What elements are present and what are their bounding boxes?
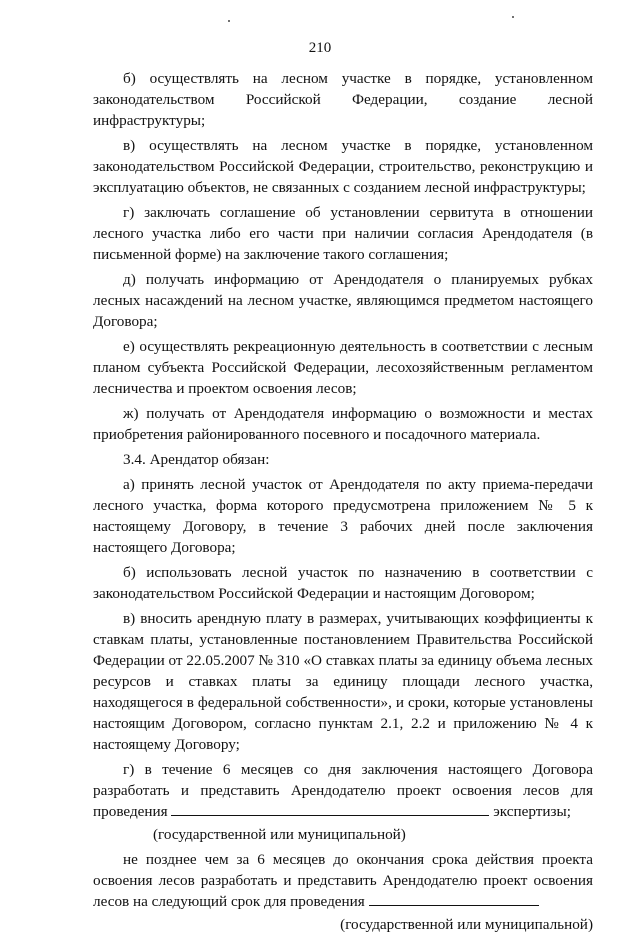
clause-next-text: не позднее чем за 6 месяцев до окончания срока действия проекта освоения лесов разработать и представить Арендодателю проект освоения лесов на следующий срок для проведения [93,851,593,910]
blank-caption: (государственной или муниципальной) [340,916,593,933]
scan-speck [512,16,514,18]
page-number: 210 [308,40,332,56]
clause-g-tail: экспертизы; [493,803,571,820]
clause-line: б) осуществлять на лесном участке в порядке, установленном [123,70,593,87]
clause-g-forest-project [93,759,593,822]
clause-e-recreation: е) осуществлять рекреационную деятельность в соответствии с лесным планом субъекта Российской Федерации, лесохозяйственным регламентом лесничества и проектом освоения лесов; [93,338,593,397]
clause-a-accept-plot: а) принять лесной участок от Арендодателя по акту приема-передачи лесного участка, форма которого предусмотрена приложением № 5 к настоящему Договору, в течение 3 рабочих дней после заключения настоящего Договора; [93,476,593,556]
blank-caption: (государственной или муниципальной) [153,826,406,843]
fill-in-blank [171,815,489,816]
clause-line: инфраструктуры; [93,112,206,129]
document-body [93,68,593,939]
clause-g-text: г) в течение 6 месяцев со дня заключения настоящего Договора разработать и представить Арендодателю проект освоения лесов для проведения [93,761,593,820]
clause-d-logging-info: д) получать информацию от Арендодателя о планируемых рубках лесных насаждений на лесном участке, являющимся предметом настоящего Договора; [93,271,593,330]
clause-v-construction: в) осуществлять на лесном участке в порядке, установленном законодательством Российской Федерации, строительство, реконструкцию и эксплуатацию объектов, не связанных с созданием лесной инфраструктуры; [93,137,593,196]
clause-b-infrastructure [93,68,593,131]
clause-line: законодательством Российской Федерации, создание лесной [93,91,593,108]
section-3-4-heading: 3.4. Арендатор обязан: [123,451,270,468]
clause-b-use-plot: б) использовать лесной участок по назначению в соответствии с законодательством Российской Федерации и настоящим Договором; [93,564,593,602]
clause-next-term-project [93,849,593,912]
fill-in-blank [369,905,539,906]
clause-zh-seed-material: ж) получать от Арендодателя информацию о возможности и местах приобретения районированного посевного и посадочного материала. [93,405,593,443]
scan-speck [228,20,230,22]
clause-g-servitude: г) заключать соглашение об установлении сервитута в отношении лесного участка либо его части при наличии согласия Арендодателя (в письменной форме) на заключение такого соглашения; [93,204,593,263]
clause-v-rent-payment: в) вносить арендную плату в размерах, учитывающих коэффициенты к ставкам платы, установленные постановлением Правительства Российской Федерации от 22.05.2007 № 310 «О ставках платы за единицу объема лесных ресурсов и ставках платы за единицу площади лесного участка, находящегося в федеральной собственности», и сроки, которые установлены настоящим Договором, согласно пунктам 2.1, 2.2 и приложению № 4 к настоящему Договору; [93,610,593,753]
